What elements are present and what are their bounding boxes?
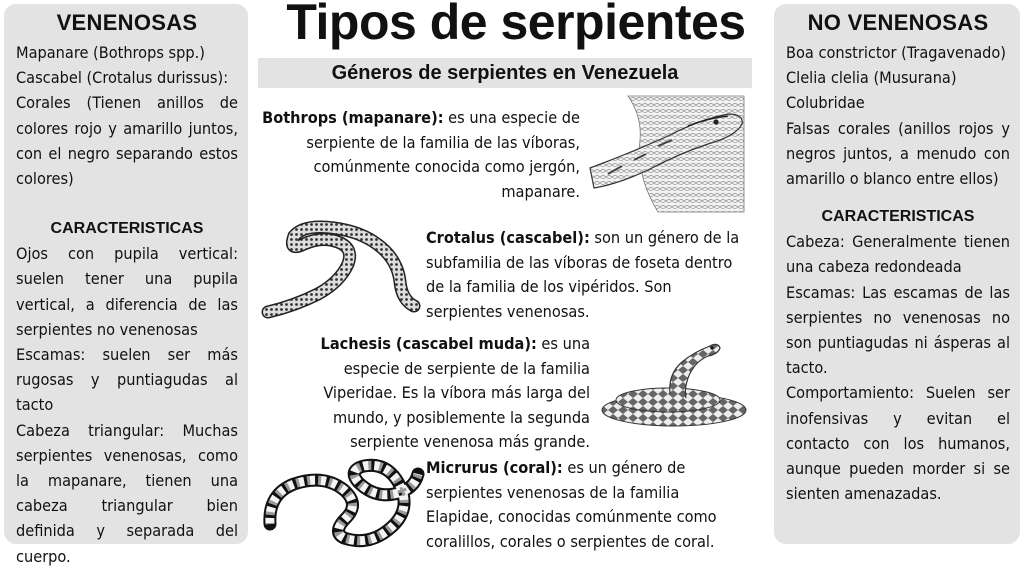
entry-name: Bothrops (mapanare): [262,108,444,127]
venomous-characteristics-heading: CARACTERISTICAS [50,220,204,238]
venomous-panel [4,4,248,566]
entry-text: es un género de serpientes venenosas de la familia Elapidae, conocidas comúnmente como coralillos, corales o serpientes de coral. [426,458,717,551]
crotalus-illustration [264,222,420,322]
species-item: Boa constrictor (Tragavenado) [786,43,1006,62]
species-item: Mapanare (Bothrops spp.) [16,43,205,62]
venomous-species-list [16,40,238,191]
characteristic-item: Cabeza triangular: Muchas serpientes venenosas, como la mapanare, tienen una cabeza triangular bien definida y separada del cuerpo. [16,420,238,566]
page-title: Tipos de serpientes [286,0,746,50]
characteristic-item: Cabeza: Generalmente tienen una cabeza redondeada [786,232,1010,277]
characteristic-item: Escamas: suelen ser más rugosas y puntiagudas al tacto [16,345,238,415]
venomous-characteristics-list [16,241,238,569]
species-item: Cascabel (Crotalus durissus): [16,68,229,88]
non-venomous-characteristics-list [786,229,1010,506]
non-venomous-panel [774,4,1020,544]
entry-name: Lachesis (cascabel muda): [320,334,537,353]
entry-name: Micrurus (coral): [426,458,563,477]
characteristic-item: Comportamiento: Suelen ser inofensivas y evitan el contacto con los humanos, aunque pueden morder si se sienten amenazadas. [786,383,1010,504]
micrurus-illustration [264,454,422,544]
entry-name: Crotalus (cascabel): [426,228,590,247]
species-item: Clelia clelia (Musurana) [786,68,957,88]
entry-text: es una especie de serpiente de la familia de las víboras, comúnmente conocida como jergón, mapanare. [306,108,580,201]
venomous-heading: VENENOSAS [56,10,198,35]
species-item: Corales (Tienen anillos de colores rojo y amarillo juntos, con el negro separando estos colores) [16,93,238,189]
characteristic-item: Escamas: Las escamas de las serpientes no venenosas no son puntiagudas ni ásperas al tacto. [786,282,1010,378]
bothrops-illustration [588,96,744,212]
non-venomous-characteristics-heading: CARACTERISTICAS [821,208,975,226]
entry-bothrops [262,106,580,204]
characteristic-item: Ojos con pupila vertical: suelen tener una pupila vertical, a diferencia de las serpientes no venenosas [16,244,238,339]
entry-lachesis [266,332,590,455]
species-item: Colubridae [786,93,865,113]
non-venomous-species-list [786,40,1010,191]
non-venomous-heading: NO VENENOSAS [807,10,989,35]
lachesis-illustration [598,334,754,434]
entry-micrurus [426,456,746,554]
entry-crotalus [426,226,746,324]
entry-text: son un género de la subfamilia de las víboras de foseta dentro de la familia de los vipéridos. Son serpientes venenosas. [426,228,740,321]
entry-text: es una especie de serpiente de la familia Viperidae. Es la víbora más larga del mundo, y posiblemente la segunda serpiente venenosa más grande. [323,334,590,451]
page-subtitle: Géneros de serpientes en Venezuela [258,58,752,88]
species-item: Falsas corales (anillos rojos y negros juntos, a menudo con amarillo o blanco entre ellos) [786,118,1010,189]
